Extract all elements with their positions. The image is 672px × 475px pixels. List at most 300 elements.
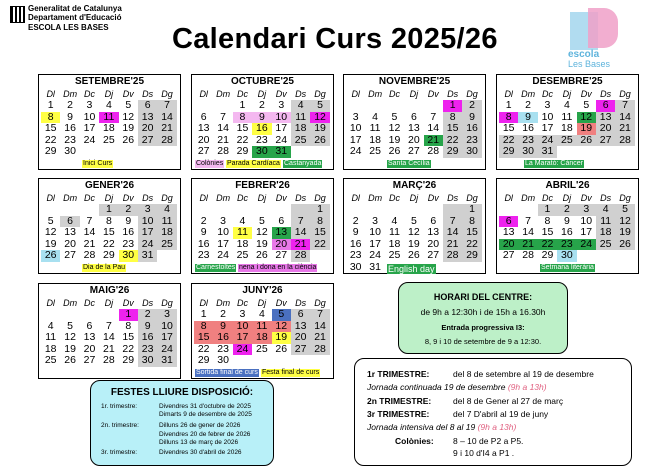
empty-cell (99, 309, 118, 321)
day-cell: 29 (103, 249, 115, 262)
day-cell: 10 (138, 216, 157, 228)
day-cell: 14 (310, 321, 329, 333)
empty-cell (213, 100, 232, 112)
day-cell: 21 (291, 239, 310, 251)
school-line-3: ESCOLA LES BASES (28, 23, 109, 32)
day-cell: 22 (499, 135, 518, 147)
day-cell: 22 (103, 237, 115, 250)
weekday-row (499, 89, 637, 99)
day-cell: 27 (197, 145, 210, 158)
weekday-label: Dv (580, 89, 592, 99)
weekday-label: Dc (236, 298, 248, 308)
day-cell: 16 (561, 226, 573, 239)
day-cell: 23 (122, 237, 135, 250)
month-3 (343, 74, 486, 170)
month-8 (496, 178, 639, 274)
day-cell: 13 (596, 112, 615, 124)
day-cell: 30 (518, 146, 537, 158)
t3-label: 3r TRIMESTRE: (367, 409, 430, 419)
day-cell: 6 (86, 319, 93, 332)
colonies-text-2: 9 i 10 d'I4 a P1 . (453, 448, 515, 458)
day-cell: 11 (157, 216, 176, 228)
day-cell: 29 (197, 354, 210, 367)
day-cell: 15 (122, 331, 135, 344)
day-cell: 25 (236, 249, 249, 262)
day-cell: 17 (157, 332, 176, 344)
empty-cell (233, 204, 252, 216)
weekday-label: Dc (83, 89, 95, 99)
day-cell: 30 (138, 355, 157, 367)
month-9 (38, 283, 181, 379)
weekday-label: Dm (368, 193, 383, 203)
day-cell: 7 (615, 100, 634, 112)
day-cell: 22 (44, 133, 57, 146)
horari-box (398, 282, 568, 354)
day-cell: 4 (239, 214, 246, 227)
day-cell: 6 (410, 110, 417, 123)
day-cell: 4 (372, 110, 378, 123)
month-5 (38, 178, 181, 274)
day-cell: 27 (502, 249, 515, 262)
weekday-label: Dc (83, 193, 95, 203)
festes-t1-label: 1r. trimestre: (101, 403, 138, 410)
weekday-label: Dg (161, 298, 173, 308)
day-cell: 22 (236, 133, 249, 146)
day-cell: 15 (236, 122, 249, 135)
day-cell: 2 (220, 308, 226, 320)
empty-cell (365, 100, 384, 112)
day-cell: 18 (596, 227, 615, 239)
day-cell: 5 (391, 110, 398, 123)
day-cell: 28 (615, 135, 634, 147)
day-cell: 28 (83, 249, 96, 262)
weekday-label: Ds (447, 193, 459, 203)
day-cell: 9 (563, 214, 570, 227)
festes-t1b: Dimarts 9 de desembre de 2025 (159, 411, 252, 418)
day-cell: 2 (462, 100, 481, 112)
day-cell: 18 (561, 122, 573, 135)
day-cell: 29 (499, 146, 518, 158)
month-name: GENER'26 (84, 180, 135, 191)
day-grid (194, 309, 332, 367)
day-cell: 25 (256, 342, 268, 355)
day-cell: 25 (44, 354, 57, 367)
day-cell: 29 (44, 145, 57, 158)
month-10 (191, 283, 334, 379)
day-cell: 23 (518, 135, 537, 147)
weekday-label: Dj (257, 298, 267, 308)
month-footer-label: Festa final de curs (262, 369, 320, 376)
day-cell: 26 (275, 342, 288, 355)
day-cell: 1 (200, 308, 207, 320)
day-cell: 2 (352, 214, 359, 227)
festes-t3a: Divendres 30 d'abril de 2026 (159, 449, 242, 456)
empty-cell (346, 100, 365, 112)
day-cell: 13 (291, 321, 310, 333)
month-name: ABRIL'26 (545, 180, 590, 191)
day-cell: 26 (256, 249, 268, 262)
day-cell: 13 (272, 227, 291, 239)
empty-cell (252, 204, 271, 216)
empty-cell (194, 100, 213, 112)
day-cell: 4 (391, 214, 398, 227)
weekday-label: Ds (295, 89, 307, 99)
day-cell: 7 (157, 100, 176, 112)
day-grid (194, 100, 332, 158)
weekday-label: Dc (83, 298, 95, 308)
page-title: Calendari Curs 2025/26 (172, 23, 498, 55)
day-cell: 1 (47, 99, 54, 111)
day-cell: 29 (236, 145, 249, 158)
month-footer-label: Santa Cecília (388, 160, 430, 167)
day-cell: 12 (44, 226, 57, 239)
day-cell: 3 (86, 99, 93, 111)
empty-cell (424, 204, 443, 216)
day-cell: 22 (538, 239, 557, 251)
day-cell: 10 (217, 226, 229, 239)
empty-cell (41, 204, 60, 216)
day-cell: 14 (443, 227, 462, 239)
day-cell: 4 (105, 99, 112, 111)
day-cell: 13 (408, 122, 420, 135)
day-cell: 6 (278, 214, 285, 227)
day-grid (194, 204, 332, 262)
weekday-label: Dm (216, 89, 231, 99)
month-footer-label: Castanyada (284, 160, 322, 167)
day-cell: 5 (272, 309, 291, 321)
weekday-row (346, 193, 484, 203)
weekday-label: Ds (142, 89, 154, 99)
day-cell: 9 (138, 321, 157, 333)
day-cell: 21 (157, 123, 176, 135)
month-name: DESEMBRE'25 (532, 76, 603, 87)
day-cell: 11 (99, 112, 118, 124)
day-cell: 6 (200, 110, 207, 123)
weekday-label: Dj (562, 89, 572, 99)
day-cell: 10 (580, 214, 593, 227)
weekday-label: Dm (63, 89, 78, 99)
entrada-title: Entrada progressiva I3: (441, 323, 525, 332)
day-cell: 27 (408, 145, 420, 158)
day-cell: 7 (443, 216, 462, 228)
day-cell: 22 (462, 239, 481, 251)
day-cell: 23 (557, 239, 576, 251)
day-cell: 5 (67, 319, 73, 332)
weekday-label: Dl (351, 89, 360, 99)
weekday-row (41, 298, 179, 308)
day-cell: 27 (596, 135, 615, 147)
day-cell: 5 (47, 214, 54, 227)
day-cell: 6 (138, 100, 157, 112)
school-header (10, 4, 182, 54)
day-cell: 29 (122, 354, 135, 367)
month-footer-label: Setmana literària (541, 264, 594, 271)
day-cell: 2 (67, 99, 73, 111)
day-grid (41, 100, 179, 158)
month-name: JUNY'26 (242, 285, 283, 296)
day-cell: 16 (64, 122, 76, 135)
day-cell: 10 (541, 110, 554, 123)
weekday-label: Dm (521, 89, 536, 99)
day-cell: 31 (272, 146, 291, 158)
day-cell: 26 (122, 133, 135, 146)
ji-hours: (9h a 13h) (477, 422, 517, 432)
day-cell: 22 (197, 342, 210, 355)
day-grid (499, 100, 637, 158)
day-cell: 3 (138, 204, 157, 216)
month-footer-label: La Marató: Càncer (525, 160, 583, 167)
weekday-label: Dl (504, 193, 513, 203)
weekday-label: Ds (447, 89, 459, 99)
empty-cell (404, 204, 423, 216)
day-cell: 21 (518, 239, 537, 251)
month-footer-label: Parada Cardíaca (227, 160, 280, 167)
day-cell: 8 (499, 112, 518, 124)
empty-cell (60, 204, 79, 216)
day-cell: 19 (310, 123, 329, 135)
day-cell: 17 (217, 237, 229, 250)
day-cell: 5 (583, 99, 590, 111)
day-cell: 5 (615, 204, 634, 216)
month-name: OCTUBRE'25 (231, 76, 294, 87)
weekday-label: Dj (104, 89, 114, 99)
day-cell: 21 (310, 332, 329, 344)
day-cell: 12 (272, 321, 291, 333)
month-name: MAIG'26 (89, 285, 130, 296)
weekday-label: Dm (216, 298, 231, 308)
weekday-label: Dv (275, 89, 287, 99)
day-cell: 31 (369, 260, 381, 273)
empty-cell (499, 204, 518, 216)
day-cell: 11 (252, 321, 271, 333)
day-cell: 16 (349, 237, 362, 250)
day-cell: 19 (64, 342, 76, 355)
day-cell: 12 (388, 122, 401, 135)
weekday-label: Dv (122, 193, 134, 203)
t1-label: 1r TRIMESTRE: (367, 369, 430, 379)
horari-hours: de 9h a 12:30h i de 15h a 16.30h (420, 307, 546, 317)
day-cell: 1 (443, 100, 462, 112)
day-cell: 14 (83, 226, 96, 239)
day-cell: 21 (443, 239, 462, 251)
day-cell: 15 (44, 122, 57, 135)
day-cell: 6 (596, 100, 615, 112)
day-cell: 18 (157, 227, 176, 239)
day-cell: 23 (217, 342, 229, 355)
day-cell: 23 (64, 133, 76, 146)
day-cell: 27 (64, 249, 76, 262)
day-cell: 8 (544, 214, 551, 227)
day-cell: 16 (138, 332, 157, 344)
day-cell: 9 (462, 112, 481, 124)
weekday-label: Dg (161, 193, 173, 203)
weekday-label: Dv (122, 89, 134, 99)
day-cell: 10 (369, 226, 381, 239)
day-cell: 15 (310, 227, 329, 239)
day-cell: 1 (505, 99, 512, 111)
day-cell: 31 (138, 250, 157, 262)
weekday-label: Dg (314, 193, 326, 203)
day-cell: 28 (427, 145, 440, 158)
day-cell: 14 (217, 122, 229, 135)
day-cell: 30 (557, 250, 576, 262)
day-cell: 5 (310, 100, 329, 112)
day-cell: 6 (430, 214, 437, 227)
colonies-label: Colònies: (395, 436, 434, 446)
day-cell: 14 (291, 227, 310, 239)
colonies-text-1: 8 – 10 de P2 a P5. (453, 436, 524, 446)
t2-label: 2n TRIMESTRE: (367, 396, 432, 406)
day-cell: 26 (615, 239, 634, 251)
weekday-label: Ds (600, 89, 612, 99)
day-cell: 26 (577, 135, 596, 147)
weekday-row (41, 89, 179, 99)
day-cell: 10 (157, 321, 176, 333)
day-cell: 6 (60, 216, 79, 228)
day-cell: 25 (157, 239, 176, 251)
weekday-label: Dc (236, 89, 248, 99)
weekday-label: Ds (142, 193, 154, 203)
day-cell: 17 (233, 332, 252, 344)
day-cell: 5 (125, 99, 132, 111)
day-cell: 11 (291, 112, 310, 124)
month-4 (496, 74, 639, 170)
day-cell: 30 (349, 260, 362, 273)
weekday-row (194, 89, 332, 99)
weekday-label: Dj (257, 89, 267, 99)
day-cell: 12 (408, 226, 420, 239)
weekday-label: Dl (504, 89, 513, 99)
day-cell: 7 (525, 214, 531, 227)
generalitat-shield-icon (10, 6, 25, 23)
day-cell: 20 (83, 342, 96, 355)
empty-cell (385, 204, 404, 216)
day-cell: 17 (541, 122, 554, 135)
day-cell: 19 (408, 237, 420, 250)
day-grid (499, 204, 637, 262)
day-cell: 26 (408, 249, 420, 262)
logo-text-1: escola (568, 49, 600, 60)
day-cell: 7 (105, 319, 112, 332)
empty-cell (272, 204, 291, 216)
weekday-label: Dj (104, 193, 114, 203)
day-cell: 7 (291, 216, 310, 228)
day-cell: 12 (256, 226, 268, 239)
day-cell: 17 (275, 122, 288, 135)
day-cell: 15 (103, 226, 115, 239)
day-cell: 1 (99, 204, 118, 216)
day-cell: 19 (44, 237, 57, 250)
weekday-label: Dg (161, 89, 173, 99)
weekday-label: Ds (142, 298, 154, 308)
weekday-label: Dm (368, 89, 383, 99)
jc1-hours: (9h a 13h) (507, 382, 547, 392)
day-cell: 8 (233, 112, 252, 124)
day-cell: 14 (615, 112, 634, 124)
day-cell: 25 (388, 249, 401, 262)
day-cell: 26 (388, 145, 401, 158)
day-cell: 5 (410, 214, 417, 227)
day-cell: 25 (291, 135, 310, 147)
day-cell: 21 (103, 342, 115, 355)
day-cell: 29 (462, 250, 481, 262)
day-cell: 14 (427, 122, 440, 135)
day-cell: 28 (291, 250, 310, 262)
day-cell: 16 (197, 237, 210, 250)
empty-cell (291, 204, 310, 216)
weekday-row (346, 89, 484, 99)
weekday-label: Dg (619, 89, 631, 99)
day-cell: 4 (47, 319, 54, 332)
month-name: SETEMBRE'25 (74, 76, 145, 87)
school-line-1: Generalitat de Catalunya (28, 4, 122, 13)
day-cell: 13 (427, 226, 440, 239)
day-cell: 24 (217, 249, 229, 262)
day-cell: 21 (217, 133, 229, 146)
day-grid (346, 100, 484, 158)
day-cell: 19 (272, 332, 291, 344)
day-cell: 28 (217, 145, 229, 158)
day-cell: 8 (105, 214, 112, 227)
day-cell: 3 (352, 110, 359, 123)
weekday-label: Dj (562, 193, 572, 203)
ji-label: Jornada intensiva del 8 al 19 (367, 422, 476, 432)
day-cell: 12 (577, 112, 596, 124)
day-cell: 28 (310, 344, 329, 356)
festes-title: FESTES LLIURE DISPOSICIÓ: (110, 387, 254, 398)
month-7 (343, 178, 486, 274)
day-cell: 1 (462, 204, 481, 216)
weekday-label: Dj (409, 193, 419, 203)
day-cell: 3 (278, 99, 285, 111)
month-2 (191, 74, 334, 170)
month-footer-label: Colònies (196, 160, 224, 167)
day-cell: 15 (194, 332, 213, 344)
weekday-label: Dj (409, 89, 419, 99)
day-cell: 10 (272, 112, 291, 124)
weekday-label: Dv (122, 298, 134, 308)
day-cell: 24 (83, 133, 96, 146)
day-cell: 18 (252, 332, 271, 344)
day-cell: 10 (233, 321, 252, 333)
weekday-label: Ds (600, 193, 612, 203)
day-cell: 31 (157, 355, 176, 367)
day-cell: 4 (291, 100, 310, 112)
day-cell: 19 (388, 133, 401, 146)
empty-cell (213, 204, 232, 216)
day-cell: 11 (233, 227, 252, 239)
day-cell: 16 (462, 123, 481, 135)
empty-cell (365, 204, 384, 216)
day-cell: 2 (200, 214, 207, 227)
day-cell: 20 (499, 239, 518, 251)
day-cell: 29 (443, 146, 462, 158)
day-cell: 27 (83, 354, 96, 367)
day-cell: 27 (291, 344, 310, 356)
day-cell: 3 (544, 99, 551, 111)
day-cell: 26 (310, 135, 329, 147)
day-cell: 30 (217, 354, 229, 367)
day-cell: 18 (44, 342, 57, 355)
day-cell: 23 (197, 249, 210, 262)
weekday-label: Dl (46, 193, 55, 203)
day-cell: 3 (157, 309, 176, 321)
day-cell: 23 (256, 133, 268, 146)
festes-box (90, 380, 274, 466)
logo-text-2: Les Bases (568, 59, 611, 69)
day-cell: 24 (538, 135, 557, 147)
day-cell: 2 (258, 99, 265, 111)
